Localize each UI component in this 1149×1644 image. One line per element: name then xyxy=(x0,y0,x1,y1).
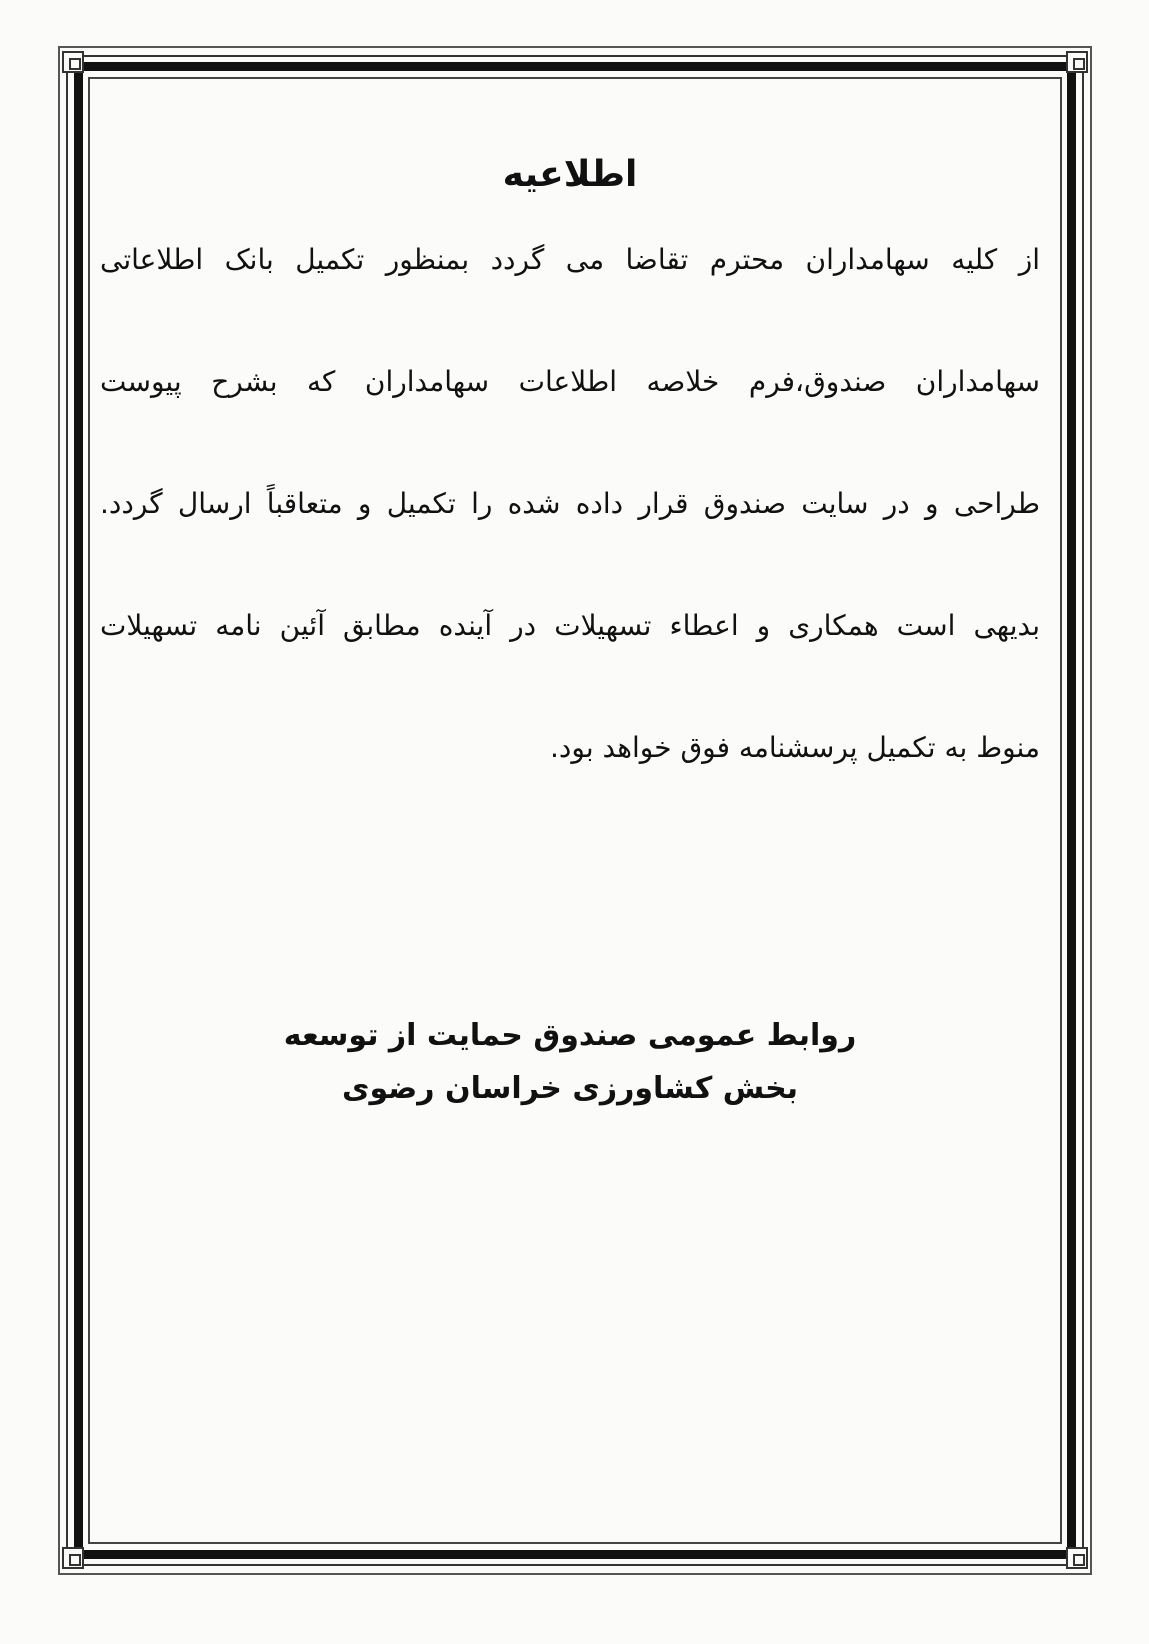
signature-line-2: بخش کشاورزی خراسان رضوی xyxy=(341,1070,799,1106)
notice-line-1: از کلیه سهامداران محترم تقاضا می گردد بمنظور تکمیل بانک اطلاعاتی xyxy=(100,243,1040,277)
notice-content xyxy=(100,150,1040,850)
corner-ornament-bottom-right xyxy=(1066,1547,1088,1569)
notice-title: اطلاعیه xyxy=(502,154,638,195)
notice-line-2: سهامداران صندوق،فرم خلاصه اطلاعات سهامداران که بشرح پیوست xyxy=(100,365,1040,399)
notice-line-3: طراحی و در سایت صندوق قرار داده شده را تکمیل و متعاقباً ارسال گردد. xyxy=(100,487,1040,521)
notice-signature xyxy=(100,1010,1040,1115)
notice-line-4: بدیهی است همکاری و اعطاء تسهیلات در آینده مطابق آئین نامه تسهیلات xyxy=(100,609,1040,643)
notice-line-5: منوط به تکمیل پرسشنامه فوق خواهد بود. xyxy=(550,731,1040,765)
corner-ornament-top-right xyxy=(1066,51,1088,73)
corner-ornament-bottom-left xyxy=(62,1547,84,1569)
signature-line-1: روابط عمومی صندوق حمایت از توسعه xyxy=(283,1018,857,1053)
corner-ornament-top-left xyxy=(62,51,84,73)
